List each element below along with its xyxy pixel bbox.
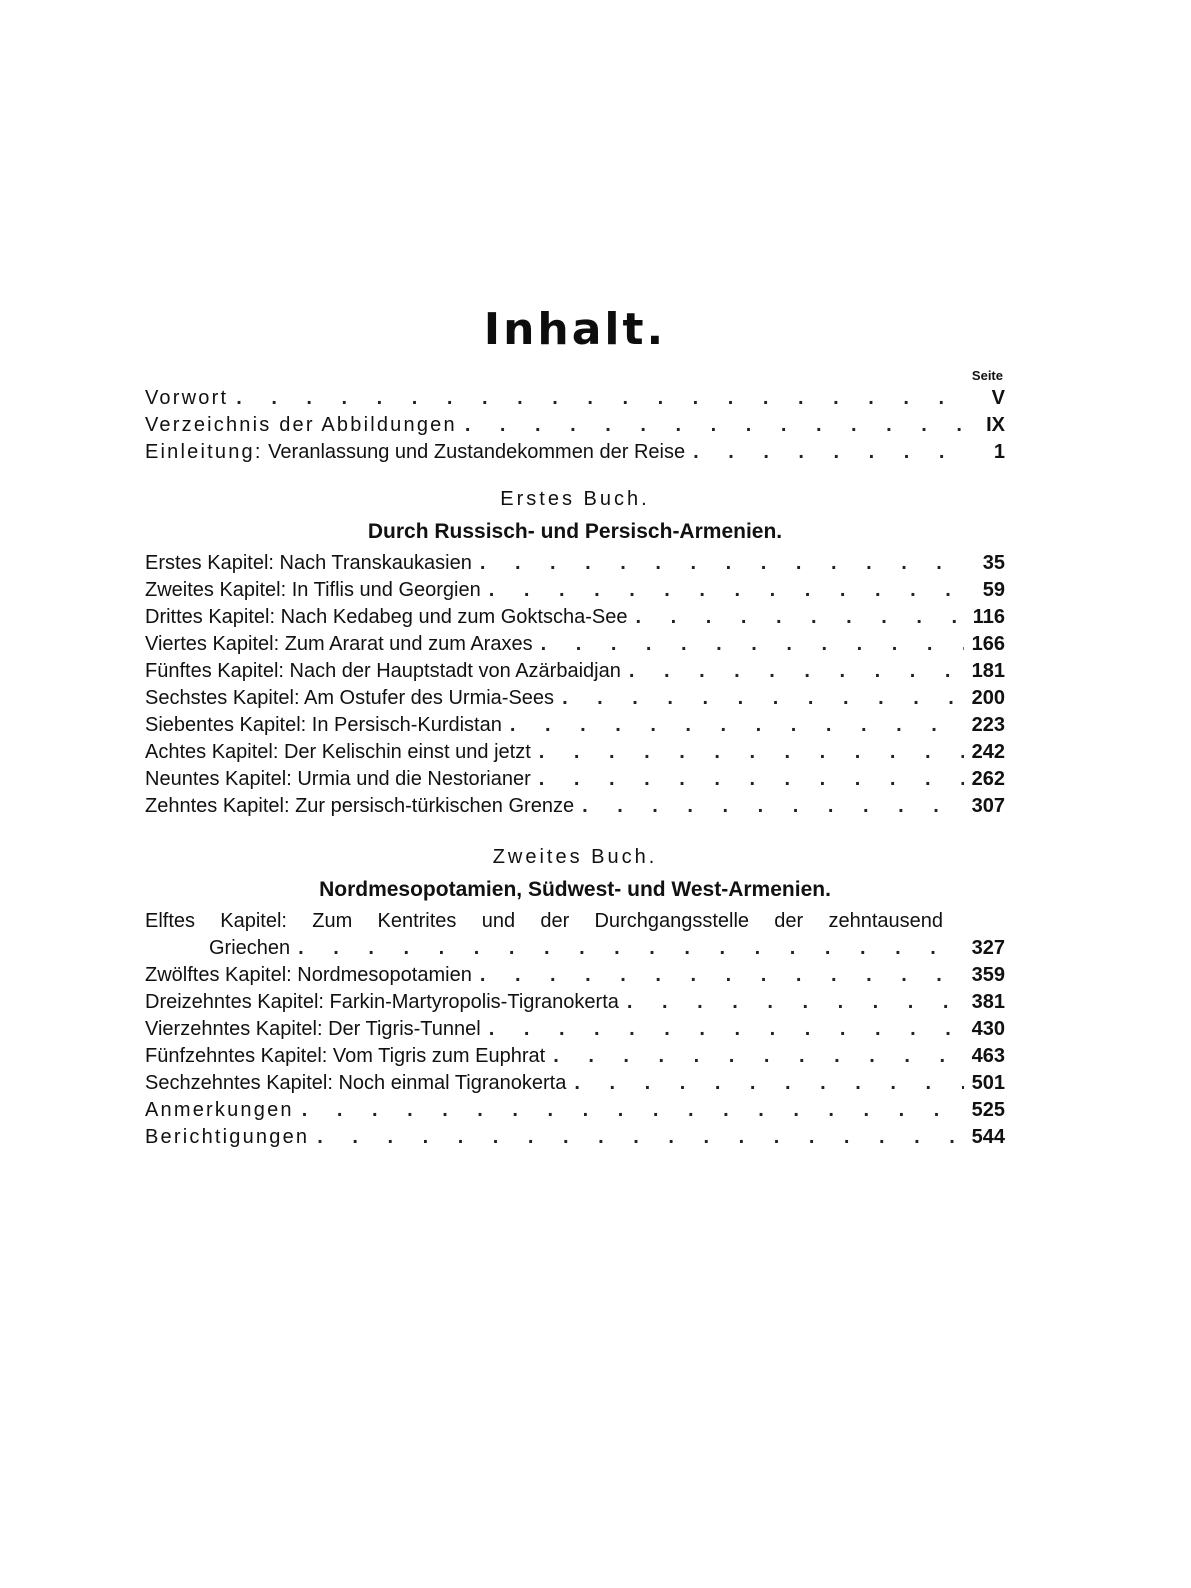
book-heading: Zweites Buch. (492, 846, 658, 868)
toc-entry-label: Anmerkungen (145, 1099, 294, 1121)
toc-entry-page: 327 (971, 937, 1005, 959)
toc-entry-page: 223 (971, 714, 1005, 736)
toc-entry-label: Vierzehntes Kapitel: Der Tigris-Tunnel (145, 1018, 481, 1040)
toc-entry-label: Berichtigungen (145, 1126, 310, 1148)
toc-entry-page: 262 (971, 768, 1005, 790)
toc-entry-label: Achtes Kapitel: Der Kelischin einst und jetzt (145, 741, 531, 763)
page-column-label: Seite (971, 368, 1003, 383)
toc-entry-chapter (145, 1070, 1005, 1097)
toc-entry-label (145, 439, 685, 466)
toc-entry-page: 359 (971, 964, 1005, 986)
toc-entry-chapter (145, 604, 1005, 631)
toc-entry-page: 200 (971, 687, 1005, 709)
toc-entry-label: Sechstes Kapitel: Am Ostufer des Urmia-Sees (145, 687, 555, 709)
toc-entry-page: 544 (971, 1126, 1005, 1148)
toc-entry-chapter (145, 1043, 1005, 1070)
toc-entry-chapter (145, 550, 1005, 577)
toc-entry-label-line2: Griechen (209, 937, 291, 959)
toc-entry-chapter (145, 793, 1005, 820)
toc-entry-page: 35 (982, 552, 1005, 574)
toc-entry-label: Verzeichnis der Abbildungen (145, 414, 457, 436)
dot-leader (627, 989, 964, 1016)
toc-entry-chapter (145, 766, 1005, 793)
toc-entry-label-line1: Elftes Kapitel: Zum Kentrites und der Durchgangsstelle der zehntausend (145, 910, 943, 932)
table-of-contents (145, 300, 1005, 1151)
toc-entry-page: 242 (971, 741, 1005, 763)
toc-entry-einleitung (145, 439, 1005, 466)
toc-entry-chapter (145, 631, 1005, 658)
toc-entry-label: Vorwort (145, 387, 229, 409)
toc-entry-page: 525 (971, 1099, 1005, 1121)
toc-entry-chapter (145, 658, 1005, 685)
toc-entry-label: Zehntes Kapitel: Zur persisch-türkischen Grenze (145, 795, 575, 817)
toc-entry-chapter (145, 712, 1005, 739)
toc-entry-label: Erstes Kapitel: Nach Transkaukasien (145, 552, 472, 574)
toc-entry-page: 116 (972, 606, 1005, 628)
toc-entry-abbildungen (145, 412, 1005, 439)
dot-leader (539, 739, 964, 766)
toc-entry-label: Zweites Kapitel: In Tiflis und Georgien (145, 579, 481, 601)
dot-leader (574, 1070, 963, 1097)
book-subtitle: Nordmesopotamien, Südwest- und West-Armenien. (319, 878, 831, 901)
dot-leader (489, 1016, 964, 1043)
toc-entry-chapter (145, 685, 1005, 712)
toc-entry-page: 430 (971, 1018, 1005, 1040)
dot-leader (510, 712, 964, 739)
dot-leader (539, 766, 964, 793)
dot-leader (629, 658, 964, 685)
dot-leader (298, 935, 963, 962)
toc-entry-page: 501 (971, 1072, 1005, 1094)
toc-entry-label: Zwölftes Kapitel: Nordmesopotamien (145, 964, 472, 986)
toc-entry-label: Sechzehntes Kapitel: Noch einmal Tigranokerta (145, 1072, 567, 1094)
toc-entry-chapter (145, 989, 1005, 1016)
dot-leader (541, 631, 964, 658)
toc-entry-page: 463 (971, 1045, 1005, 1067)
dot-leader (480, 962, 964, 989)
toc-entry-label: Dreizehntes Kapitel: Farkin-Martyropolis-Tigranokerta (145, 991, 619, 1013)
toc-entry-chapter (145, 935, 1005, 962)
book-heading: Erstes Buch. (500, 488, 650, 510)
dot-leader (317, 1124, 963, 1151)
toc-entry-label: Fünftes Kapitel: Nach der Hauptstadt von Azärbaidjan (145, 660, 621, 682)
dot-leader (562, 685, 964, 712)
dot-leader (480, 550, 967, 577)
toc-entry-anmerkungen (145, 1097, 1005, 1124)
toc-entry-label: Fünfzehntes Kapitel: Vom Tigris zum Euphrat (145, 1045, 546, 1067)
toc-entry-vorwort (145, 385, 1005, 412)
toc-entry-page: 307 (971, 795, 1005, 817)
dot-leader (489, 577, 967, 604)
dot-leader (693, 439, 967, 466)
dot-leader (465, 412, 967, 439)
toc-entry-page: 381 (971, 991, 1005, 1013)
dot-leader (236, 385, 967, 412)
dot-leader (582, 793, 964, 820)
toc-entry-chapter (145, 577, 1005, 604)
toc-entry-label: Drittes Kapitel: Nach Kedabeg und zum Goktscha-See (145, 606, 628, 628)
toc-entry-label: Viertes Kapitel: Zum Ararat und zum Araxes (145, 633, 533, 655)
dot-leader (635, 604, 964, 631)
toc-entry-berichtigungen (145, 1124, 1005, 1151)
dot-leader (302, 1097, 964, 1124)
toc-entry-page: 1 (993, 441, 1005, 463)
toc-entry-label: Neuntes Kapitel: Urmia und die Nestorianer (145, 768, 531, 790)
toc-entry-chapter (145, 962, 1005, 989)
book-subtitle: Durch Russisch- und Persisch-Armenien. (367, 520, 783, 543)
toc-entry-chapter (145, 1016, 1005, 1043)
toc-entry-page: 59 (982, 579, 1005, 601)
page-title: Inhalt. (483, 304, 667, 355)
toc-entry-label: Siebentes Kapitel: In Persisch-Kurdistan (145, 714, 502, 736)
toc-entry-page: 181 (971, 660, 1005, 682)
toc-entry-label-prefix: Einleitung: (145, 441, 263, 463)
toc-entry-page: IX (986, 414, 1005, 436)
toc-entry-label-rest: Veranlassung und Zustandekommen der Reise (268, 441, 686, 463)
toc-entry-chapter (145, 739, 1005, 766)
toc-entry-page: 166 (971, 633, 1005, 655)
dot-leader (553, 1043, 963, 1070)
toc-entry-page: V (991, 387, 1005, 409)
